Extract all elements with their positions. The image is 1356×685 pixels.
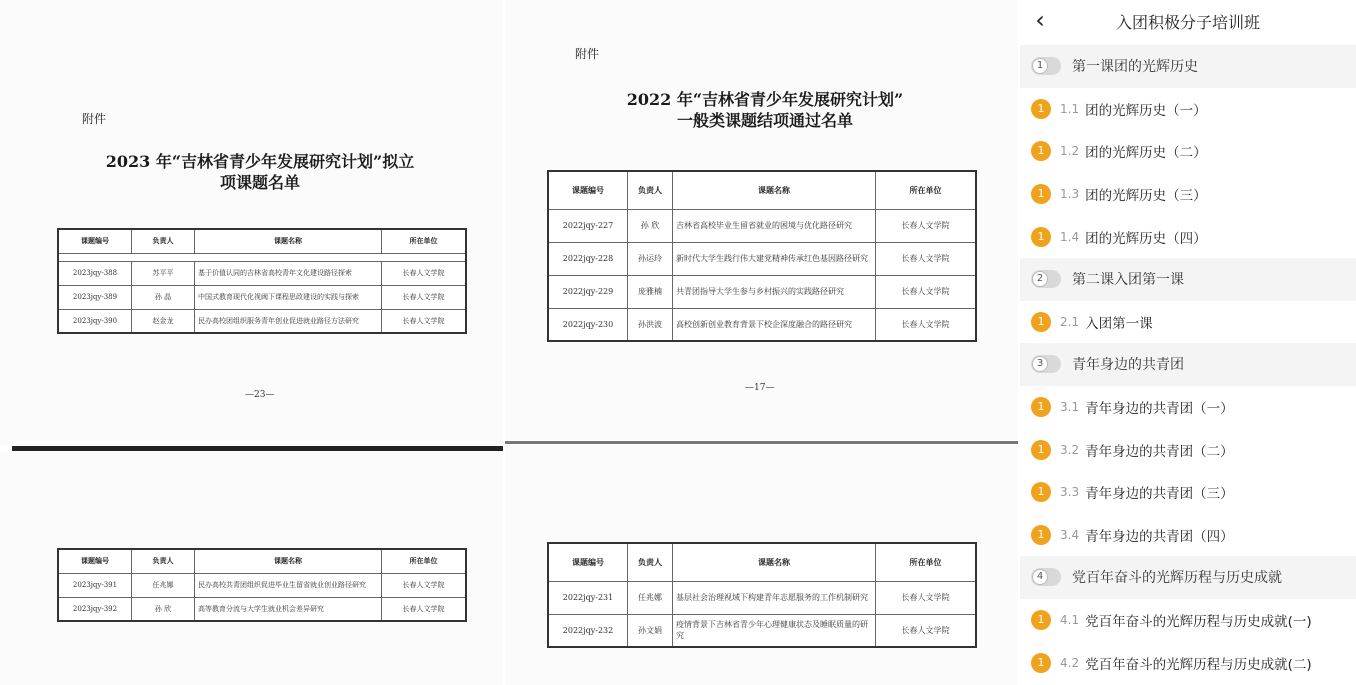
lesson-number: 1.4 [1060, 229, 1080, 244]
cell-topic: 高校创新创业教育背景下校企深度融合的路径研究 [673, 308, 876, 341]
lesson-number: 4.2 [1060, 655, 1080, 670]
col-header-id: 课题编号 [58, 549, 132, 573]
cell-unit: 长春人文学院 [382, 261, 467, 285]
lesson-number: 3.1 [1060, 400, 1080, 415]
section-toggle[interactable] [1031, 568, 1061, 586]
lesson-item[interactable] [1020, 301, 1356, 344]
cell-person: 孙洪波 [628, 308, 673, 341]
lesson-number: 1.1 [1060, 101, 1080, 116]
cell-id: 2023jqy-388 [58, 261, 132, 285]
divider-middle [505, 441, 1018, 444]
cell-topic: 新时代大学生践行伟大建党精神传承红色基因路径研究 [673, 242, 876, 275]
lesson-title: 团的光辉历史（一） [1085, 102, 1207, 119]
cell-topic: 共青团指导大学生参与乡村振兴的实践路径研究 [673, 275, 876, 308]
doc-2022-page [505, 0, 1018, 440]
section-header[interactable] [1020, 556, 1356, 599]
lesson-status-badge: 1 [1031, 610, 1051, 630]
lesson-number: 1.2 [1060, 144, 1080, 159]
cell-topic: 基于价值认同的吉林省高校青年文化建设路径探索 [195, 261, 382, 285]
cell-person: 赵金龙 [132, 309, 195, 333]
back-arrow-icon[interactable]: ‹ [1035, 6, 1045, 34]
cell-person: 孙 欣 [132, 597, 195, 621]
cell-person: 苏平平 [132, 261, 195, 285]
doc-2023-label: 附件 [82, 112, 107, 126]
lesson-number: 3.2 [1060, 442, 1080, 457]
lesson-status-badge: 1 [1031, 312, 1051, 332]
doc-2022-label: 附件 [575, 47, 600, 61]
table-row [58, 573, 466, 597]
cell-id: 2022jqy-227 [548, 209, 628, 242]
lesson-status-badge: 1 [1031, 525, 1051, 545]
section-header[interactable] [1020, 343, 1356, 386]
section-number: 2 [1032, 271, 1048, 287]
section-title: 第一课团的光辉历史 [1072, 59, 1198, 76]
doc-2022-table-continued [547, 542, 977, 648]
col-header-id: 课题编号 [548, 171, 628, 209]
cell-topic: 疫情背景下吉林省青少年心理健康状态及睡眠质量的研究 [673, 614, 876, 647]
col-header-unit: 所在单位 [876, 171, 977, 209]
cell-id: 2022jqy-229 [548, 275, 628, 308]
doc-2023-table-continued [57, 548, 467, 622]
section-title: 党百年奋斗的光辉历程与历史成就 [1072, 570, 1282, 587]
lesson-title: 团的光辉历史（二） [1085, 145, 1207, 162]
lesson-number: 3.3 [1060, 485, 1080, 500]
col-header-unit: 所在单位 [382, 549, 467, 573]
lesson-title: 党百年奋斗的光辉历程与历史成就(二) [1085, 656, 1312, 673]
col-header-unit: 所在单位 [382, 229, 467, 253]
lesson-item[interactable] [1020, 88, 1356, 131]
cell-unit: 长春人文学院 [876, 614, 977, 647]
lesson-list [1020, 45, 1356, 684]
doc-2023-continued-page [0, 452, 503, 685]
cell-id: 2023jqy-389 [58, 285, 132, 309]
table-row [58, 261, 466, 285]
section-toggle[interactable] [1031, 355, 1061, 373]
table-spacer [58, 253, 466, 261]
cell-person: 孙 晶 [132, 285, 195, 309]
cell-unit: 长春人文学院 [876, 275, 977, 308]
lesson-status-badge: 1 [1031, 141, 1051, 161]
doc-2023-page [0, 0, 503, 445]
table-row [548, 308, 976, 341]
cell-unit: 长春人文学院 [876, 308, 977, 341]
lesson-number: 4.1 [1060, 613, 1080, 628]
cell-id: 2022jqy-231 [548, 581, 628, 614]
lesson-title: 青年身边的共青团（二） [1085, 443, 1234, 460]
col-header-person: 负责人 [132, 549, 195, 573]
lesson-number: 1.3 [1060, 187, 1080, 202]
lesson-item[interactable] [1020, 599, 1356, 642]
table-row [548, 242, 976, 275]
col-header-topic: 课题名称 [195, 549, 382, 573]
cell-person: 庞雅楠 [628, 275, 673, 308]
section-toggle[interactable] [1031, 270, 1061, 288]
lesson-title: 青年身边的共青团（三） [1085, 486, 1234, 503]
lesson-title: 入团第一课 [1085, 315, 1153, 332]
cell-unit: 长春人文学院 [382, 285, 467, 309]
cell-unit: 长春人文学院 [876, 242, 977, 275]
col-header-id: 课题编号 [548, 543, 628, 581]
table-row [548, 581, 976, 614]
cell-topic: 吉林省高校毕业生留省就业的困境与优化路径研究 [673, 209, 876, 242]
lesson-status-badge: 1 [1031, 440, 1051, 460]
doc-2022-title [545, 90, 985, 132]
doc-2022-title-line2: 一般类课题结项通过名单 [676, 110, 853, 130]
section-title: 青年身边的共青团 [1072, 357, 1184, 374]
cell-person: 孙文娟 [628, 614, 673, 647]
section-header[interactable] [1020, 45, 1356, 88]
section-header[interactable] [1020, 258, 1356, 301]
course-title: 入团积极分子培训班 [1115, 13, 1260, 32]
cell-person: 任兆娜 [628, 581, 673, 614]
table-row [548, 614, 976, 647]
col-header-person: 负责人 [628, 171, 673, 209]
cell-id: 2023jqy-391 [58, 573, 132, 597]
col-header-person: 负责人 [132, 229, 195, 253]
lesson-status-badge: 1 [1031, 653, 1051, 673]
cell-person: 孙运玲 [628, 242, 673, 275]
cell-topic: 基层社会治理视域下构建青年志愿服务的工作机制研究 [673, 581, 876, 614]
doc-2022-page-number: —17— [745, 383, 775, 393]
doc-2023-page-number: —23— [245, 390, 275, 400]
doc-2022-table [547, 170, 977, 342]
cell-id: 2023jqy-390 [58, 309, 132, 333]
cell-unit: 长春人文学院 [382, 573, 467, 597]
lesson-title: 团的光辉历史（四） [1085, 230, 1207, 247]
doc-2022-continued-page [505, 445, 1018, 685]
section-title: 第二课入团第一课 [1072, 272, 1184, 289]
section-number: 3 [1032, 356, 1048, 372]
section-toggle[interactable] [1031, 57, 1061, 75]
table-row [548, 209, 976, 242]
lesson-item[interactable] [1020, 428, 1356, 471]
col-header-id: 课题编号 [58, 229, 132, 253]
lesson-title: 青年身边的共青团（四） [1085, 528, 1234, 545]
lesson-item[interactable] [1020, 471, 1356, 514]
cell-person: 孙 欣 [628, 209, 673, 242]
lesson-item[interactable] [1020, 386, 1356, 429]
lesson-title: 团的光辉历史（三） [1085, 188, 1207, 205]
lesson-title: 青年身边的共青团（一） [1085, 401, 1234, 418]
lesson-status-badge: 1 [1031, 184, 1051, 204]
lesson-status-badge: 1 [1031, 99, 1051, 119]
col-header-person: 负责人 [628, 543, 673, 581]
lesson-status-badge: 1 [1031, 482, 1051, 502]
doc-2023-title [40, 152, 480, 194]
doc-2023-table [57, 228, 467, 334]
lesson-number: 2.1 [1060, 314, 1080, 329]
lesson-item[interactable] [1020, 514, 1356, 557]
cell-id: 2022jqy-228 [548, 242, 628, 275]
section-number: 4 [1032, 569, 1048, 585]
table-row [548, 275, 976, 308]
doc-2022-title-line1: 2022 年“吉林省青少年发展研究计划” [626, 90, 904, 109]
lesson-number: 3.4 [1060, 527, 1080, 542]
col-header-topic: 课题名称 [195, 229, 382, 253]
table-row [58, 285, 466, 309]
lesson-item[interactable] [1020, 173, 1356, 216]
lesson-item[interactable] [1020, 641, 1356, 684]
cell-unit: 长春人文学院 [876, 209, 977, 242]
app-header [1020, 0, 1356, 42]
cell-topic: 民办高校团组织服务青年创业促进就业路径方法研究 [195, 309, 382, 333]
col-header-topic: 课题名称 [673, 171, 876, 209]
divider-left [12, 446, 503, 451]
cell-id: 2022jqy-232 [548, 614, 628, 647]
col-header-topic: 课题名称 [673, 543, 876, 581]
col-header-unit: 所在单位 [876, 543, 977, 581]
table-row [58, 597, 466, 621]
lesson-item[interactable] [1020, 130, 1356, 173]
table-row [58, 309, 466, 333]
cell-id: 2022jqy-230 [548, 308, 628, 341]
lesson-status-badge: 1 [1031, 227, 1051, 247]
cell-topic: 中国式教育现代化视阈下课程思政建设的实践与探索 [195, 285, 382, 309]
cell-person: 任兆娜 [132, 573, 195, 597]
cell-topic: 民办高校共青团组织促进毕业生留省就业创业路径研究 [195, 573, 382, 597]
cell-unit: 长春人文学院 [382, 309, 467, 333]
lesson-status-badge: 1 [1031, 397, 1051, 417]
section-number: 1 [1032, 58, 1048, 74]
cell-unit: 长春人文学院 [876, 581, 977, 614]
cell-id: 2023jqy-392 [58, 597, 132, 621]
doc-2023-title-line2: 项课题名单 [219, 172, 300, 192]
lesson-title: 党百年奋斗的光辉历程与历史成就(一) [1085, 614, 1312, 631]
cell-topic: 高等教育分流与大学生就业机会差异研究 [195, 597, 382, 621]
course-app-screen [1020, 0, 1356, 685]
cell-unit: 长春人文学院 [382, 597, 467, 621]
lesson-item[interactable] [1020, 215, 1356, 258]
doc-2023-title-line1: 2023 年“吉林省青少年发展研究计划”拟立 [105, 152, 415, 171]
